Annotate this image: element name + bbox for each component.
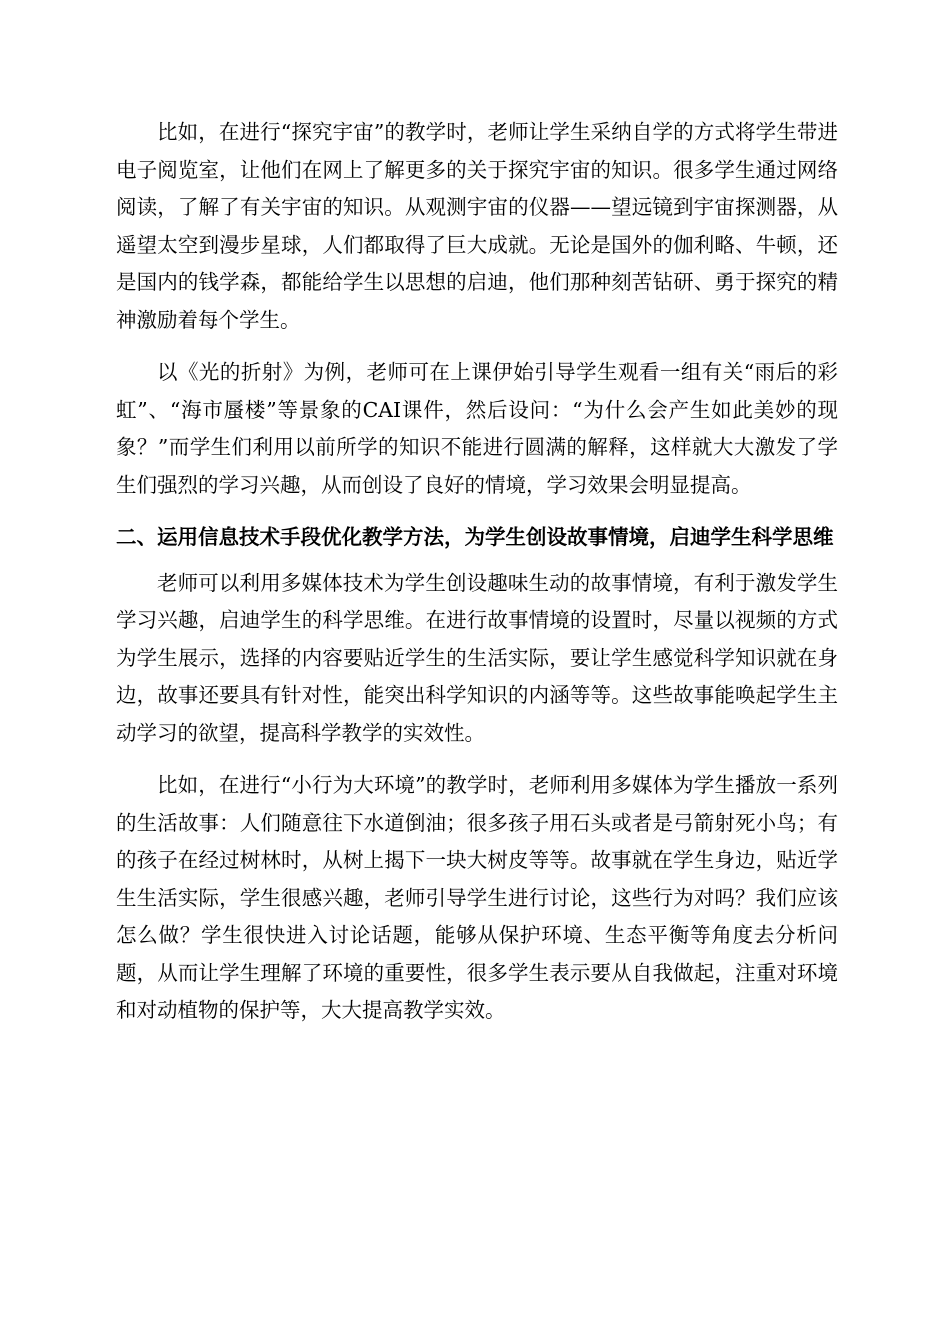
paragraph-story-situation: 老师可以利用多媒体技术为学生创设趣味生动的故事情境，有利于激发学生学习兴趣，启迪学生的科学思维。在进行故事情境的设置时，尽量以视频的方式为学生展示，选择的内容要贴近学生的生活实际，要让学生感觉科学知识就在身边，故事还要具有针对性，能突出科学知识的内涵等等。这些故事能唤起学生主动学习的欲望，提高科学教学的实效性。 — [116, 570, 838, 745]
section-heading: 二、运用信息技术手段优化教学方法，为学生创设故事情境，启迪学生科学思维 — [116, 525, 834, 549]
paragraph-environment-example: 比如，在进行“小行为大环境”的教学时，老师利用多媒体为学生播放一系列的生活故事：人们随意往下水道倒油；很多孩子用石头或者是弓箭射死小鸟；有的孩子在经过树林时，从树上揭下一块大树皮等等。故事就在学生身边，贴近学生生活实际，学生很感兴趣，老师引导学生进行讨论，这些行为对吗？我们应该怎么做？学生很快进入讨论话题，能够从保护环境、生态平衡等角度去分析问题，从而让学生理解了环境的重要性，很多学生表示要从自我做起，注重对环境和对动植物的保护等，大大提高教学实效。 — [116, 773, 838, 1022]
paragraph-universe-example: 比如，在进行“探究宇宙”的教学时，老师让学生采纳自学的方式将学生带进电子阅览室，让他们在网上了解更多的关于探究宇宙的知识。很多学生通过网络阅读，了解了有关宇宙的知识。从观测宇宙的仪器——望远镜到宇宙探测器，从遥望太空到漫步星球，人们都取得了巨大成就。无论是国外的伽利略、牛顿，还是国内的钱学森，都能给学生以思想的启迪，他们那种刻苦钻研、勇于探究的精神激励着每个学生。 — [116, 120, 838, 332]
document-page — [116, 114, 838, 1030]
paragraph-light-refraction-example: 以《光的折射》为例，老师可在上课伊始引导学生观看一组有关“雨后的彩虹”、“海市蜃楼”等景象的CAI课件，然后设问：“为什么会产生如此美妙的现象？”而学生们利用以前所学的知识不能进行圆满的解释，这样就大大激发了学生们强烈的学习兴趣，从而创设了良好的情境，学习效果会明显提高。 — [116, 360, 838, 497]
